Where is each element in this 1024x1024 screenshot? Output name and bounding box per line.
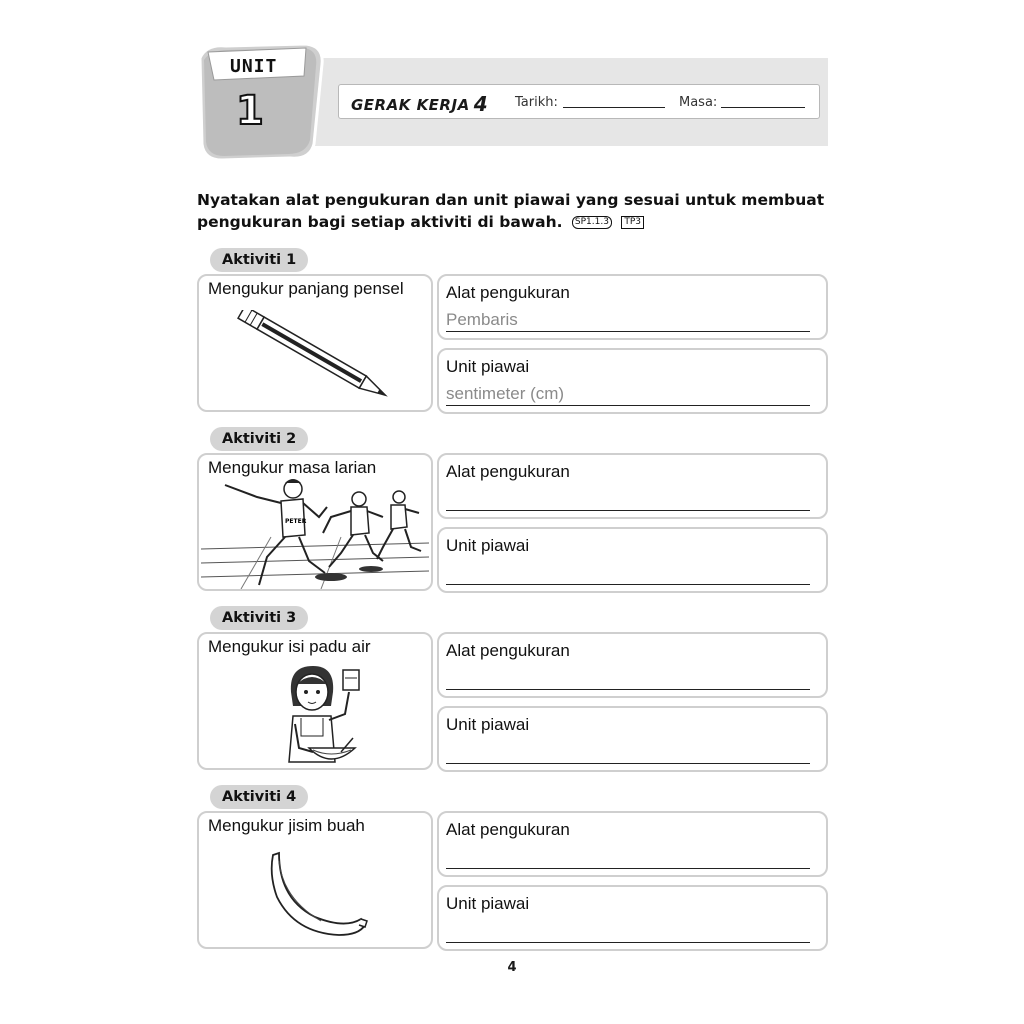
activity-1-unit-answer[interactable]: sentimeter (cm) [446,384,565,403]
activity-1-tool-label: Alat pengukuran [446,283,570,302]
sp-tag: SP1.1.3 [572,216,612,229]
activity-2-unit-box [437,527,828,593]
unit-number: 1 [236,88,264,134]
activity-4-picture-box [197,811,433,949]
activity-3-tool-box [437,632,828,698]
instruction-text: Nyatakan alat pengukuran dan unit piawai yang sesuai untuk membuat pengukuran bagi setiap aktiviti di bawah. [197,191,825,231]
worksheet-info-box [338,84,820,119]
activity-4-unit-line [446,942,810,943]
gerak-kerja-title [351,91,488,115]
tp-tag: TP3 [621,216,644,229]
activity-3-unit-line [446,763,810,764]
gerak-kerja-number: 4 [473,92,489,116]
runners-icon [201,477,429,589]
tarikh-label: Tarikh: [515,95,558,110]
activity-4-tool-label: Alat pengukuran [446,820,570,839]
unit-label: UNIT [230,56,278,77]
activity-2-label: Aktiviti 2 [210,427,308,451]
masa-field[interactable] [721,107,805,108]
girl-measuring-water-icon [279,662,379,770]
activity-1-picture-box [197,274,433,412]
page-number: 4 [507,960,517,975]
activity-1-unit-box [437,348,828,414]
activity-1-label: Aktiviti 1 [210,248,308,272]
activity-1-unit-label: Unit piawai [446,357,530,376]
activity-2-picture-box [197,453,433,591]
pencil-icon [229,310,409,406]
activity-2-unit-label: Unit piawai [446,536,530,555]
activity-4-label: Aktiviti 4 [210,785,308,809]
activity-4-unit-box [437,885,828,951]
activity-1-title: Mengukur panjang pensel [208,279,404,298]
instruction [197,189,837,233]
activity-4-tool-line [446,868,810,869]
activity-2-tool-line [446,510,810,511]
activity-1-unit-line [446,405,810,406]
activity-3-title: Mengukur isi padu air [208,637,371,656]
activity-2-unit-line [446,584,810,585]
masa-label: Masa: [679,95,718,110]
activity-3-label: Aktiviti 3 [210,606,308,630]
activity-1-tool-line [446,331,810,332]
activity-1-tool-answer[interactable]: Pembaris [446,310,518,329]
activity-2-tool-box [437,453,828,519]
activity-2-tool-label: Alat pengukuran [446,462,570,481]
activity-4-title: Mengukur jisim buah [208,816,365,835]
activity-2-title: Mengukur masa larian [208,458,377,477]
runner-shirt-text: PETER [285,518,307,525]
activity-1-tool-box [437,274,828,340]
activity-4-tool-box [437,811,828,877]
activity-3-unit-label: Unit piawai [446,715,530,734]
gerak-kerja-label: GERAK KERJA [351,96,470,114]
activity-3-tool-line [446,689,810,690]
tarikh-field[interactable] [563,107,665,108]
activity-3-picture-box [197,632,433,770]
activity-4-unit-label: Unit piawai [446,894,530,913]
banana-icon [265,849,375,941]
activity-3-tool-label: Alat pengukuran [446,641,570,660]
activity-3-unit-box [437,706,828,772]
